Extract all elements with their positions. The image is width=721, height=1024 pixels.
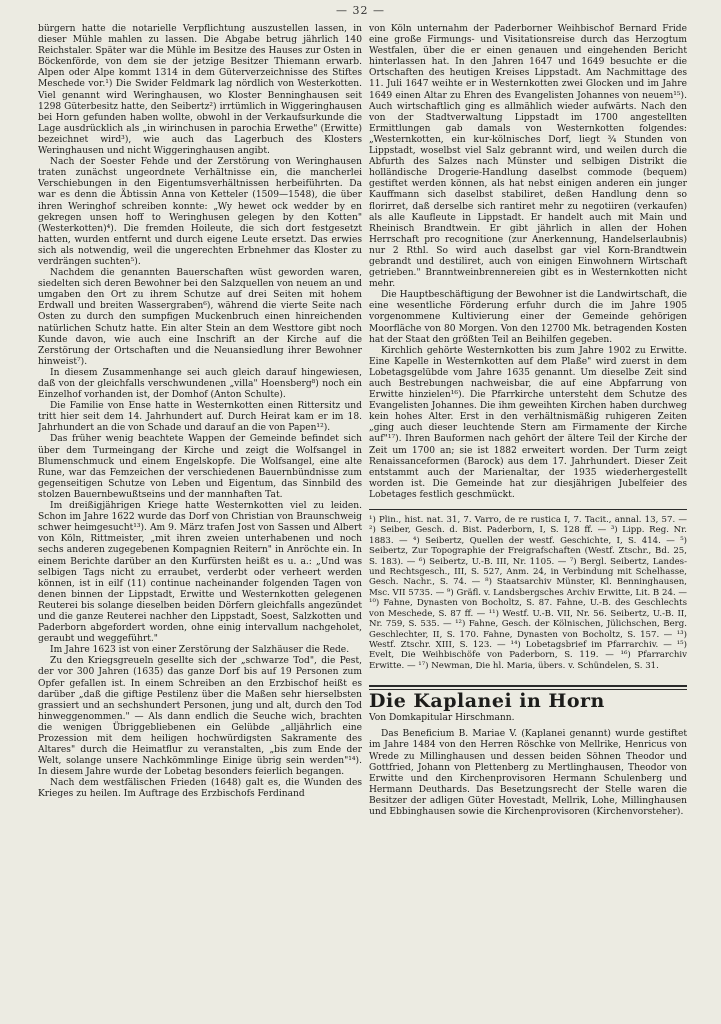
- paragraph: Nach der Soester Fehde und der Zerstörung von Weringhausen traten zunächst ungeordnete Verhältnisse ein, die mancherlei Verschiebungen in den Eigentumsverhältnissen herbeiführten. Da war es denn die Äbtissin Anna von Ketteler (1509—1548), die über ihren Weringhof schreiben konnte: „Wy hewet ock wedder by en gekregen unsen hoff to Weringhusen gelegen by den Kotten" (Westerkotten)⁴). Die fremden Hoileute, die sich dort festgesetzt hatten, wurden entfernt und durch eigene Leute ersetzt. Das erwies sich als notwendig, weil die ungerechten Erbnehmer das Kloster zu verdrängen suchten⁵).: [38, 157, 362, 267]
- right-column: [369, 24, 687, 1018]
- paragraph: Nach dem westfälischen Frieden (1648) galt es, die Wunden des Krieges zu heilen. Im Auftrage des Erzbischofs Ferdinand: [38, 778, 362, 800]
- paragraph: Das früher wenig beachtete Wappen der Gemeinde befindet sich über dem Turmeingang der Kirche und zeigt die Wolfsangel in Blumenschmuck und einem Engelskopfe. Die Wolfsangel, eine alte Rune, war das Femzeichen der verschiedenen Bauernbündnisse zum gegenseitigen Schutze von Leben und Eigentum, das Sinnbild des stolzen Bauernbewußtseins und der mannhaften Tat.: [38, 434, 362, 500]
- left-column: [38, 24, 362, 1018]
- paragraph: Die Hauptbeschäftigung der Bewohner ist die Landwirtschaft, die eine wesentliche Förderung erfuhr durch die im Jahre 1905 vorgenommene Kultivierung einer der Gemeinde gehörigen Moorfläche von 80 Morgen. Von den 12700 Mk. betragenden Kosten hat der Staat den größten Teil an Beihilfen gegeben.: [369, 290, 687, 345]
- article-title: Die Kaplanei in Horn: [369, 690, 605, 713]
- paragraph: Im dreißigjährigen Kriege hatte Westernkotten viel zu leiden. Schon im Jahre 1622 wurde das Dorf von Christian von Braunschweig schwer heimgesucht¹³). Am 9. März trafen Jost von Sassen und Albert von Köln, Rittmeister, „mit ihren zweien unterhabenen und noch sechs anderen zugegebenen Kompagnien Reitern" in Anröchte ein. In einem Berichte darüber an den Kurfürsten heißt es u. a.: „Und was selbigen Tags nicht zu erraubet, verderbt oder verheert werden können, ist in eilf (11) continue nacheinander folgenden Tagen von denen binnen der Lippstadt, Erwitte und Westernkotten gelegenen Reuterei bis solange dieselben beiden Dörfern gleichfalls angezündet und die ganze Reuterei nachher den Lippstadt, Soest, Salzkotten und Paderborn abgefordert worden, ohne einig intervallum nachgeholet, geraubt und weggeführt.": [38, 501, 362, 645]
- article-paragraph: Das Beneficium B. Mariae V. (Kaplanei genannt) wurde gestiftet im Jahre 1484 von den Herren Röschke von Mellrike, Henricus von Wrede zu Millinghausen und dessen beiden Söhnen Theodor und Gottfried, Johann von Plettenberg zu Mertlinghausen, Theodor von Erwitte und den Kirchenprovisoren Hermann Schulenberg und Hermann Deuthards. Das Besetzungsrecht der Stelle waren die Besitzer der adligen Güter Hovestadt, Mellrik, Lohe, Millinghausen und Ebbinghausen sowie die Kirchenprovisoren (Kirchenvorsteher).: [369, 729, 687, 817]
- paragraph: Die Familie von Ense hatte in Westernkotten einen Rittersitz und tritt hier seit dem 14. Jahrhundert auf. Durch Heirat kam er im 18. Jahrhundert an die von Schade und darauf an die von Papen¹²).: [38, 401, 362, 434]
- paragraph: bürgern hatte die notarielle Verpflichtung auszustellen lassen, in dieser Mühle mahlen zu lassen. Die Abgabe betrug jährlich 140 Reichstaler. Später war die Mühle im Besitze des Hauses zur Osten in Böckenförde, von dem sie der jetzige Besitzer Thiemann erwarb. Alpen oder Alpe kommt 1314 in dem Güterverzeichnisse des Stiftes Meschede vor.¹) Die Swider Feldmark lag nördlich von Westerkotten. Viel genannt wird Weringhausen, wo Kloster Benninghausen seit 1298 Güterbesitz hatte, den Seibertz²) irrtümlich in Wiggeringhausen bei Horn gefunden haben wollte, obwohl in der Verkaufsurkunde die Lage ausdrücklich als „in wirinchusen in parochia Erwethe" (Erwitte) bezeichnet wird³), wie auch das Lagerbuch des Klosters Weringhausen und nicht Wiggeringhausen angibt.: [38, 24, 362, 157]
- paragraph: von Köln unternahm der Paderborner Weihbischof Bernard Fride eine große Firmungs- und Visitationsreise durch das Herzogtum Westfalen, über die er einen genauen und eingehenden Bericht hinterlassen hat. In den Jahren 1647 und 1649 besuchte er die Ortschaften des heutigen Kreises Lippstadt. Am Nachmittage des 11. Juli 1647 weihte er in Westernkotten zwei Glocken und im Jahre 1649 einen Altar zu Ehren des Evangelisten Johannes von neuem¹⁵). Auch wirtschaftlich ging es allmählich wieder aufwärts. Nach den von der Stadtverwaltung Lippstadt im 1700 angestellten Ermittlungen gab damals von Westernkotten folgendes: „Westernkotten, ein kur-kölnisches Dorf, liegt ¾ Stunden von Lippstadt, woselbst viel Salz gebrannt wird, und weilen durch die Abfurth des Salzes nach Münster und selbigen Distrikt die holländische Drogerie-Handlung daselbst commode (bequem) gestiftet werden können, als hat nebst einigen anderen ein junger Kauffmann sich daselbst stabiliret, deßen Handlung denn so florirret, daß derselbe sich rantiret mehr zu negotiiren (verkaufen) als alle Kaufleute in Lippstadt. Er handelt auch mit Main und Rheinisch Brandtwein. Er gibt jährlich in allen der Hohen Herrschaft pro recognitione (zur Anerkennung, Handelserlaubnis) nur 2 Rthl. So wird auch daselbst gar viel Korn-Brandtwein gebrandt und destiliret, auch von einigen Einwohnern Wirtschaft getrieben." Branntweinbrennereien gibt es in Westernkotten nicht mehr.: [369, 24, 687, 290]
- footnotes: [369, 509, 687, 671]
- paragraph: Kirchlich gehörte Westernkotten bis zum Jahre 1902 zu Erwitte. Eine Kapelle in Westernkotten auf dem Plaße" wird zuerst in dem Lobetagsgelübde vom Jahre 1635 genannt. Um dieselbe Zeit sind auch Bestrebungen nachweisbar, die auf eine Abpfarrung von Erwitte hinzielen¹⁶). Die Pfarrkirche untersteht dem Schutze des Evangelisten Johannes. Die ihm geweihten Kirchen haben durchweg kein hohes Alter. Erst in den verhältnismäßig ruhigeren Zeiten „ging auch dieser leuchtende Stern am Firmamente der Kirche auf"¹⁷). Ihren Bauformen nach gehört der ältere Teil der Kirche der Zeit um 1700 an; sie ist 1882 erweitert worden. Der Turm zeigt Renaissanceformen (Barock) aus dem 17. Jahrhundert. Dieser Zeit entstammt auch der Marienaltar, der 1935 wiederhergestellt worden ist. Die Gemeinde hat zur diesjährigen Jubelfeier des Lobetages festlich geschmückt.: [369, 345, 687, 500]
- page-number: — 32 —: [336, 4, 385, 17]
- paragraph: Nachdem die genannten Bauerschaften wüst geworden waren, siedelten sich deren Bewohner bei den Salzquellen von neuem an und umgaben den Ort zu ihrem Schutze auf drei Seiten mit hohem Erdwall und breiten Wassergraben⁶), während die vierte Seite nach Osten zu durch den sumpfigen Muckenbruch einen hinreichenden natürlichen Schutz hatte. Ein alter Stein an dem Westtore gibt noch Kunde davon, wie auch eine Inschrift an der Kirche auf die Zerstörung der Ortschaften und die Neuansiedlung ihrer Bewohner hinweist⁷).: [38, 268, 362, 367]
- footnote-text: ¹) Plin., hist. nat. 31, 7. Varro, de re rustica I, 7. Tacit., annal. 13, 57. — ²) Seiber, Gesch. d. Bist. Paderborn, I, S. 128 ff. — ³) Lipp. Reg. Nr. 1883. — ⁴) Seibertz, Quellen der westf. Geschichte, I, S. 414. — ⁵) Seibertz, Zur Topographie der Freigrafschaften (Westf. Ztschr., Bd. 25, S. 183). — ⁶) Seibertz, U.-B. III, Nr. 1105. — ⁷) Bergl. Seibertz, Landes- und Rechtsgesch., III, S. 527, Anm. 24, in Verbindung mit Schelhasse, Gesch. Nachr., S. 74. — ⁸) Staatsarchiv Münster, Kl. Benninghausen, Msc. VII 5735. — ⁹) Gräfl. v. Landsbergsches Archiv Erwitte, Lit. B 24. — ¹⁰) Fahne, Dynasten von Bocholtz, S. 87. Fahne, U.-B. des Geschlechts von Meschede, S. 87 ff. — ¹¹) Westf. U.-B. VII, Nr. 56. Seibertz, U.-B. II, Nr. 759, S. 535. — ¹²) Fahne, Gesch. der Kölnischen, Jülichschen, Berg. Geschlechter, II, S. 170. Fahne, Dynasten von Bocholtz, S. 157. — ¹³) Westf. Ztschr. XIII, S. 123. — ¹⁴) Lobetagsbrief im Pfarrarchiv. — ¹⁵) Evelt, Die Weihbischöfe von Paderborn, S. 119. — ¹⁶) Pfarrarchiv Erwitte. — ¹⁷) Newman, Die hl. Maria, übers. v. Schündelen, S. 31.: [369, 515, 687, 671]
- paragraph: In diesem Zusammenhange sei auch gleich darauf hingewiesen, daß von der gleichfalls verschwundenen „villa" Hoensberg⁸) noch ein Einzelhof vorhanden ist, der Domhof (Anton Schulte).: [38, 367, 362, 401]
- paragraph: Zu den Kriegsgreueln gesellte sich der „schwarze Tod", die Pest, der vor 300 Jahren (1635) das ganze Dorf bis auf 19 Personen zum Opfer gefallen ist. In einem Schreiben an den Erzbischof heißt es darüber „daß die giftige Pestilenz über die Maßen sehr hierselbsten grassiert und an sechshundert Personen, jung und alt, durch den Tod hinweggenommen." — Als dann endlich die Seuche wich, brachten die wenigen Übriggebliebenen ein Gelübde „alljährlich eine Prozession mit dem heiligen hochwürdigsten Sakramente des Altares" durch die Heimatflur zu veranstalten, „bis zum Ende der Welt, solange unsere Nachkömmlinge Einige übrig sein werden"¹⁴). In diesem Jahre wurde der Lobetag besonders feierlich begangen.: [38, 656, 362, 778]
- article-byline: Von Domkapitular Hirschmann.: [369, 713, 515, 724]
- paragraph: Im Jahre 1623 ist von einer Zerstörung der Salzhäuser die Rede.: [50, 645, 350, 656]
